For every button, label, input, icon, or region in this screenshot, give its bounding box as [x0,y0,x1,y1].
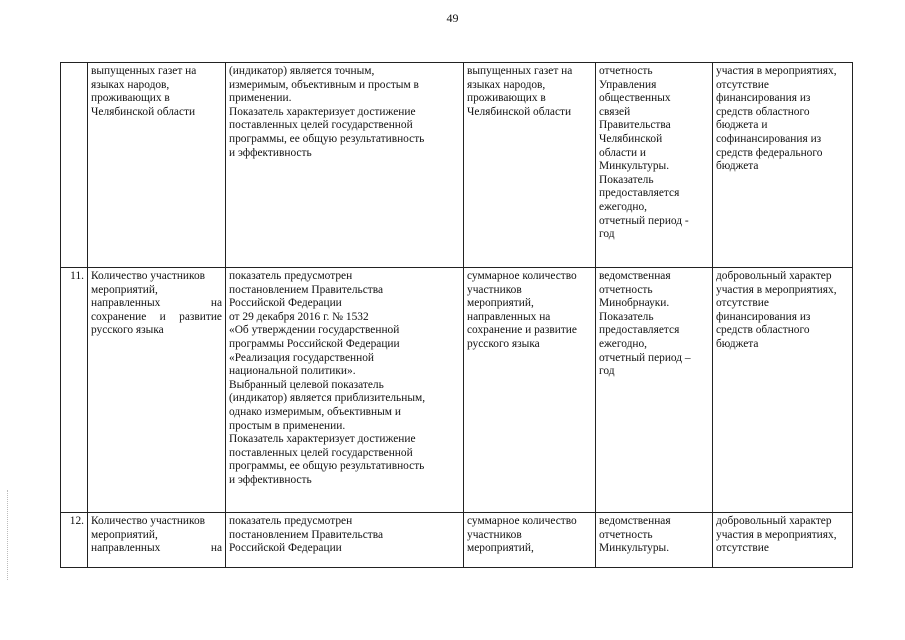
text-line: суммарное количество [467,515,577,527]
text-line: Минкультуры. [599,160,670,173]
text-line: общественных [599,92,671,105]
justification-cell [226,63,464,268]
text-line: отчетный период - [599,214,689,227]
text-line: финансирования из [716,92,811,105]
text-line: применении. [229,92,292,105]
text-line: предоставляется [599,324,680,337]
calculation-method-cell [464,268,596,513]
text-line: русского языка [91,324,164,337]
text-line: мероприятий, [91,528,158,541]
page-number: 49 [446,11,459,25]
table-row [61,513,853,568]
text-line: и эффективность [229,146,312,159]
text-line: сохранение и развитие [91,310,222,323]
text-line: средств областного [716,105,810,118]
text-line: сохранение и развитие [467,324,577,337]
text-line: ведомственная [599,270,671,282]
text-line: ежегодно, [599,200,648,213]
text-line: участия в мероприятиях, [716,528,837,541]
text-line: год [599,365,615,378]
text-line: отсутствие [716,78,769,91]
text-line: бюджета [716,337,759,350]
text-line: отчетный период – [599,351,691,364]
text-line: бюджета и [716,119,768,132]
text-line: Показатель [599,173,654,186]
text-line: финансирования из [716,310,811,323]
text-line: мероприятий, [91,283,158,296]
margin-dots [7,490,9,580]
text-line: Челябинской [599,132,663,145]
text-line: постановлением Правительства [229,283,384,296]
text-line: ежегодно, [599,337,648,350]
justification-cell [226,513,464,568]
text-line: связей [599,105,631,118]
text-line: отчетность [599,65,653,77]
text-line: участников [467,283,522,296]
text-line: «Реализация государственной [229,351,375,364]
text-line: год [599,228,615,241]
text-line: средств федерального [716,146,823,159]
text-line: программы Российской Федерации [229,337,400,350]
text-line: отсутствие [716,297,769,310]
text-line: предоставляется [599,187,680,200]
text-line: показатель предусмотрен [229,270,353,282]
text-line: от 29 декабря 2016 г. № 1532 [229,310,369,323]
text-line: софинансирования из [716,132,822,145]
text-line: Количество участников [91,270,206,282]
text-line: мероприятий, [467,297,534,310]
data-source-cell [596,268,713,513]
justification-cell [226,268,464,513]
text-line: бюджета [716,160,759,173]
text-line: программы, ее общую результативность [229,460,425,473]
text-line: суммарное количество [467,270,577,282]
text-line: отчетность [599,528,653,541]
text-line: Минкультуры. [599,542,670,555]
text-line: мероприятий, [467,542,534,555]
text-line: простым в применении. [229,419,346,432]
data-source-cell [596,513,713,568]
text-line: программы, ее общую результативность [229,132,425,145]
data-source-cell [596,63,713,268]
text-line: (индикатор) является точным, [229,65,375,77]
text-line: поставленных целей государственной [229,446,413,459]
text-line: Показатель характеризует достижение [229,105,416,118]
text-line: Российской Федерации [229,542,342,555]
text-line: Выбранный целевой показатель [229,378,384,391]
text-line: участников [467,528,522,541]
indicators-table [60,62,853,568]
text-line: Количество участников [91,515,206,527]
text-line: Челябинской области [91,105,196,118]
text-line: области и [599,146,647,159]
text-line: выпущенных газет на [91,65,197,77]
text-line: «Об утверждении государственной [229,324,400,337]
text-line: выпущенных газет на [467,65,573,77]
text-line: направленных на [467,310,551,323]
text-line: участия в мероприятиях, [716,283,837,296]
row-number-cell: 12. [61,513,88,568]
text-line: Минобрнауки. [599,297,670,310]
row-number-cell: 11. [61,268,88,513]
text-line: средств областного [716,324,810,337]
text-line: и эффективность [229,473,312,486]
text-line: (индикатор) является приблизительным, [229,392,426,405]
text-line: измеримым, объективным и простым в [229,78,419,91]
text-line: Показатель характеризует достижение [229,433,416,446]
text-line: проживающих в [467,92,546,105]
text-line: проживающих в [91,92,170,105]
text-line: языках народов, [467,78,546,91]
text-line: Челябинской области [467,105,572,118]
text-line: Управления [599,78,657,91]
table-row [61,63,853,268]
calculation-method-cell [464,513,596,568]
text-line: поставленных целей государственной [229,119,413,132]
indicator-name-cell [88,63,226,268]
text-line: Российской Федерации [229,297,342,310]
text-line: однако измеримым, объективным и [229,405,401,418]
calculation-method-cell [464,63,596,268]
text-line: добровольный характер [716,270,832,282]
text-line: постановлением Правительства [229,528,384,541]
notes-cell [713,513,853,568]
notes-cell [713,268,853,513]
indicator-name-cell [88,513,226,568]
text-line: участия в мероприятиях, [716,65,837,77]
text-line: направленных на [91,542,222,555]
text-line: русского языка [467,337,540,350]
text-line: показатель предусмотрен [229,515,353,527]
indicator-name-cell [88,268,226,513]
text-line: Правительства [599,119,671,132]
text-line: ведомственная [599,515,671,527]
table-row [61,268,853,513]
text-line: добровольный характер [716,515,832,527]
text-line: направленных на [91,297,222,310]
text-line: языках народов, [91,78,170,91]
text-line: Показатель [599,310,654,323]
text-line: отчетность [599,283,653,296]
notes-cell [713,63,853,268]
row-number-cell [61,63,88,268]
text-line: национальной политики». [229,365,356,378]
text-line: отсутствие [716,542,769,555]
